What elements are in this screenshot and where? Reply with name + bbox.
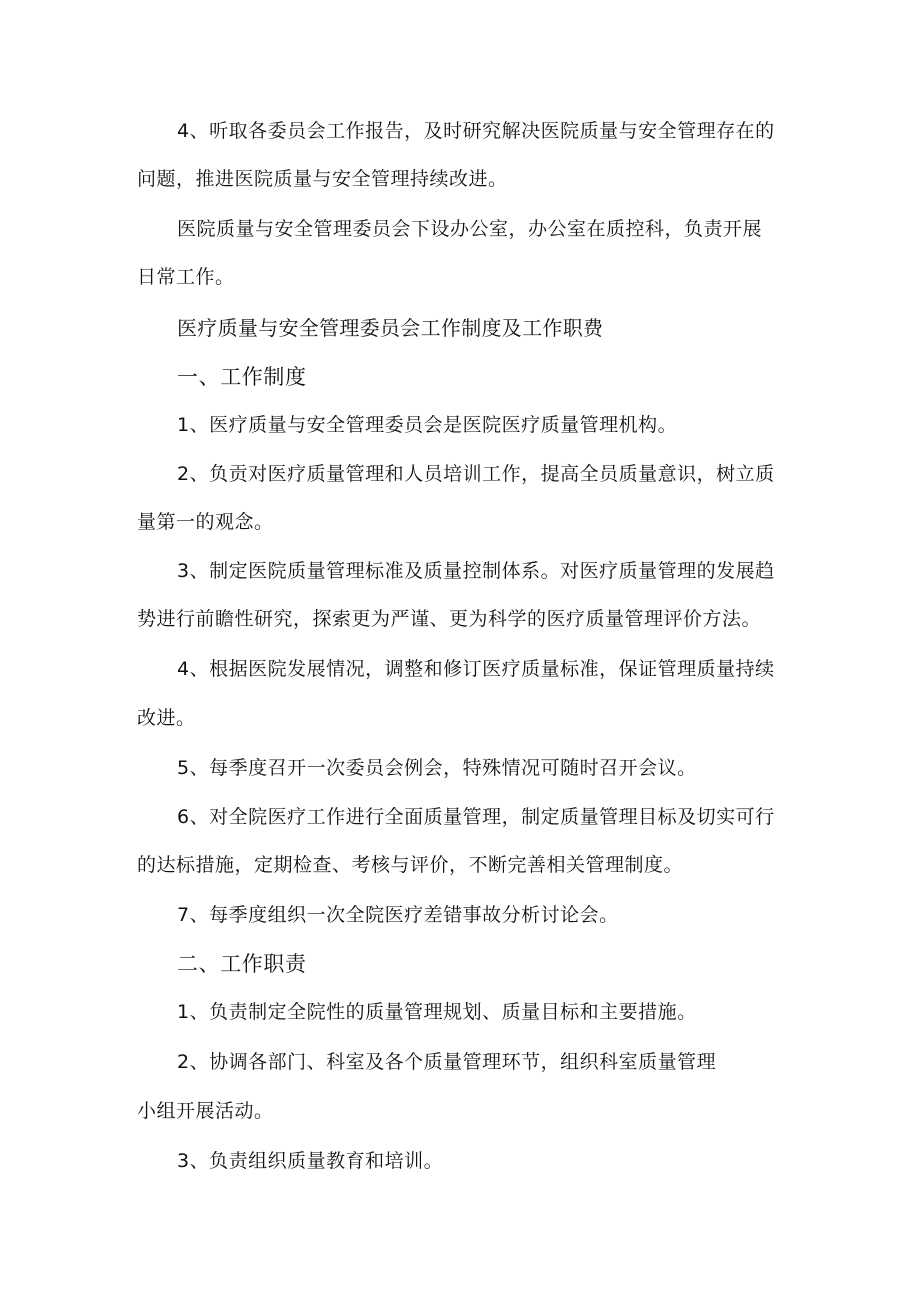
section1-item2-line2: 量第一的观念。 [137, 511, 274, 533]
section1-item2-line1: 2、负贡对医疗质量管理和人员培训工作，提高全员质量意识，树立质 [177, 463, 775, 485]
section1-item6-line2: 的达标措施，定期检查、考核与评价，不断完善相关管理制度。 [137, 854, 684, 876]
section1-item6-line1: 6、对全院医疗工作进行全面质量管理，制定质量管理目标及切实可行 [177, 806, 775, 828]
section1-item4-line2: 改进。 [137, 707, 196, 729]
office-line2: 日常工作。 [137, 266, 235, 288]
section2-item1: 1、负责制定全院性的质量管理规划、质量目标和主要措施。 [177, 1001, 697, 1023]
office-line1: 医院质量与安全管理委员会下设办公室，办公室在质控科，负责开展 [177, 218, 763, 240]
section1-heading: 一、工作制度 [177, 365, 307, 389]
section2-item3: 3、负责组织质量教育和培训。 [177, 1150, 444, 1172]
section1-item3-line1: 3、制定医院质量管理标准及质量控制体系。对医疗质量管理的发展趋 [177, 560, 775, 582]
document-title: 医疗质量与安全管理委员会工作制度及工作职费 [177, 316, 604, 340]
section1-item3-line2: 势进行前瞻性研究，探索更为严谨、更为科学的医疗质量管理评价方法。 [137, 608, 762, 630]
intro-item4-line2: 问题，推进医院质量与安全管理持续改进。 [137, 168, 508, 190]
section2-item2-line2: 小组开展活动。 [137, 1100, 274, 1122]
section1-item1: 1、医疗质量与安全管理委员会是医院医疗质量管理机构。 [177, 414, 678, 436]
section1-item5: 5、每季度召开一次委员会例会，特殊情况可随时召开会议。 [177, 757, 697, 779]
section1-item7: 7、每季度组织一次全院医疗差错事故分析讨论会。 [177, 904, 619, 926]
section1-item4-line1: 4、根据医院发展情况，调整和修订医疗质量标准，保证管理质量持续 [177, 658, 775, 680]
section2-item2-line1: 2、协调各部门、科室及各个质量管理环节，组织科室质量管理 [177, 1051, 717, 1073]
section2-heading: 二、工作职责 [177, 952, 307, 976]
intro-item4-line1: 4、听取各委员会工作报告，及时研究解决医院质量与安全管理存在的 [177, 120, 775, 142]
